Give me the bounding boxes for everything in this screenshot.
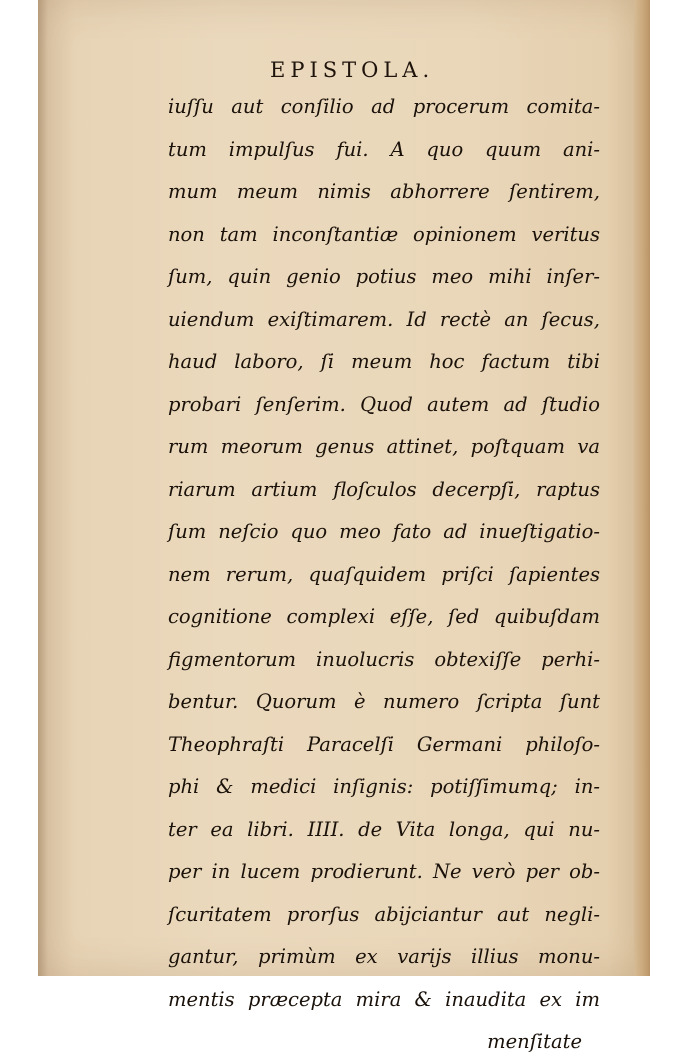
text-line: mentis præcepta mira & inaudita ex im <box>168 987 600 1011</box>
text-line: riarum artium floſculos decerpſi, raptus <box>168 477 600 501</box>
text-line: ſum neſcio quo meo fato ad inueſtigatio- <box>168 520 600 543</box>
text-line: bentur. Quorum è numero ſcripta ſunt <box>168 690 600 713</box>
text-line: cognitione complexi eſſe, ſed quibuſdam <box>168 605 600 628</box>
text-line: phi & medici inſignis: potiſſimumq; in- <box>168 775 600 798</box>
text-line: iuſſu aut conſilio ad procerum comita- <box>168 95 600 118</box>
gutter-shadow <box>38 0 48 976</box>
text-line: non tam inconſtantiæ opinionem veritus <box>168 222 600 246</box>
body-text <box>168 86 600 1064</box>
text-line: haud laboro, ſi meum hoc factum tibi <box>168 350 600 373</box>
text-line: ter ea libri. IIII. de Vita longa, qui nu- <box>168 817 600 841</box>
text-line: gantur, primùm ex varijs illius monu- <box>168 945 600 968</box>
text-line: Theophraſti Paracelſi Germani philoſo- <box>168 732 600 756</box>
text-line: rum meorum genus attinet, poſtquam va <box>168 435 600 458</box>
catchword: menſitate <box>487 1030 582 1053</box>
page-edge <box>634 0 650 976</box>
text-line: mum meum nimis abhorrere ſentirem, <box>168 180 600 203</box>
running-head: EPISTOLA. <box>270 58 435 82</box>
text-line: tum impulſus fui. A quo quum ani- <box>168 137 600 161</box>
text-line: nem rerum, quaſquidem priſci ſapientes <box>168 562 600 586</box>
text-line: ſum, quin genio potius meo mihi inſer- <box>168 265 600 288</box>
text-line: probari ſenſerim. Quod autem ad ſtudio <box>168 392 600 416</box>
text-line: ſcuritatem prorſus abijciantur aut negli- <box>168 902 600 926</box>
text-line: uiendum exiſtimarem. Id rectè an ſecus, <box>168 307 600 331</box>
text-line: figmentorum inuolucris obtexiſſe perhi- <box>168 647 600 671</box>
text-line: per in lucem prodierunt. Ne verò per ob- <box>168 860 600 883</box>
